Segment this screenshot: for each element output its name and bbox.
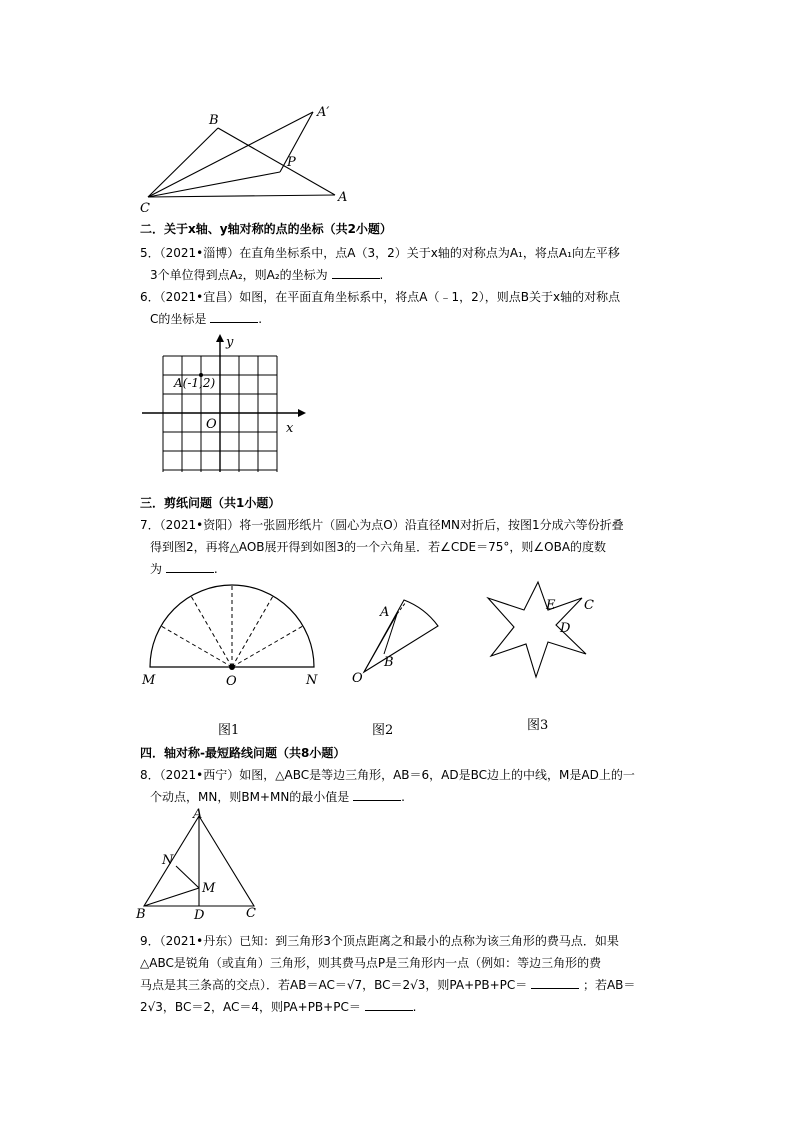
- answer-blank: [353, 788, 401, 801]
- tri-label-N: N: [162, 853, 174, 868]
- paper-figure-2: [346, 594, 446, 694]
- q8-line1: 8．（2021•西宁）如图，△ABC是等边三角形，AB＝6，AD是BC边上的中线，M是AD上的一: [140, 768, 635, 782]
- q9-line3-row: [140, 974, 700, 996]
- q9-line4: 2√3，BC＝2，AC＝4，则PA+PB+PC＝: [140, 1000, 361, 1014]
- answer-blank: [166, 560, 214, 573]
- caption-fig2: 图2: [372, 723, 394, 738]
- q5-line1: 5．（2021•淄博）在直角坐标系中，点A（3，2）关于x轴的对称点为A₁，将点A₁向左平移: [140, 246, 620, 260]
- answer-blank: [365, 998, 413, 1011]
- q6-line2-row: C的坐标是 .: [150, 312, 263, 326]
- answer-blank: [332, 266, 380, 279]
- label-A: A: [338, 190, 348, 205]
- fig3-label-D: D: [560, 621, 571, 636]
- label-B: B: [209, 113, 219, 128]
- q9-line4-row: 2√3，BC＝2，AC＝4，则PA+PB+PC＝ .: [140, 1000, 417, 1014]
- coordinate-grid-figure: [140, 332, 310, 474]
- question-6: [140, 286, 700, 330]
- tri-label-A: A: [193, 807, 203, 822]
- label-A-prime: A′: [317, 105, 330, 120]
- origin-label: O: [206, 417, 217, 432]
- x-axis-label: x: [286, 421, 294, 436]
- fig2-label-B: B: [384, 655, 394, 670]
- label-C: C: [140, 201, 150, 215]
- question-8: [140, 764, 700, 808]
- answer-blank: [531, 976, 579, 989]
- caption-fig1: 图1: [218, 723, 240, 738]
- caption-fig3: 图3: [527, 718, 549, 733]
- q8-line2-row: 个动点，MN，则BM+MN的最小值是 .: [150, 790, 405, 804]
- q8-line2: 个动点，MN，则BM+MN的最小值是: [150, 790, 350, 804]
- triangle-ABC-figure: [134, 806, 264, 922]
- fig1-label-O: O: [226, 674, 237, 689]
- paper-figure-3: [486, 580, 601, 680]
- q7-line3: 为: [150, 562, 163, 576]
- paper-figure-1: [138, 584, 328, 689]
- fig2-label-A: A: [380, 605, 390, 620]
- fig3-label-C: C: [584, 598, 594, 613]
- question-7: [140, 514, 700, 580]
- q5-line2: 3个单位得到点A₂，则A₂的坐标为: [150, 268, 328, 282]
- q5-line2-row: 3个单位得到点A₂，则A₂的坐标为 .: [150, 268, 384, 282]
- fig1-label-N: N: [306, 673, 318, 688]
- tri-label-C: C: [246, 906, 256, 921]
- q7-line1: 7．（2021•资阳）将一张圆形纸片（圆心为点O）沿直径MN对折后，按图1分成六等份折叠: [140, 518, 624, 532]
- tri-label-D: D: [194, 908, 205, 922]
- q7-line2: 得到图2，再将△AOB展开得到如图3的一个六角星．若∠CDE＝75°，则∠OBA的度数: [150, 540, 607, 554]
- q9-line3b: ；若AB＝: [582, 978, 636, 992]
- tri-label-M: M: [202, 881, 216, 896]
- q9-line3a: 马点是其三条高的交点）．若AB＝AC＝√7，BC＝2√3，则PA+PB+PC＝: [140, 978, 528, 992]
- tri-label-B: B: [136, 907, 146, 922]
- q9-line1: 9．（2021•丹东）已知：到三角形3个顶点距离之和最小的点称为该三角形的费马点．如果: [140, 934, 619, 948]
- q6-line2: C的坐标是: [150, 312, 207, 326]
- fig1-label-M: M: [142, 673, 156, 688]
- q9-line2: △ABC是锐角（或直角）三角形，则其费马点P是三角形内一点（例如：等边三角形的费: [140, 956, 602, 970]
- question-9: [140, 930, 700, 1018]
- question-5: [140, 242, 700, 286]
- section-4-title: 四．轴对称-最短路线问题（共8小题）: [140, 746, 346, 760]
- answer-blank: [210, 310, 258, 323]
- section-3-title: 三．剪纸问题（共1小题）: [140, 496, 281, 510]
- y-axis-label: y: [226, 335, 234, 350]
- q6-line1: 6．（2021•宜昌）如图，在平面直角坐标系中，将点A（﹣1，2），则点B关于x轴的对称点: [140, 290, 621, 304]
- fig2-label-O: O: [352, 671, 363, 686]
- fig3-label-E: E: [546, 598, 556, 613]
- label-P: P: [287, 155, 296, 170]
- section-2-title: 二．关于x轴、y轴对称的点的坐标（共2小题）: [140, 222, 392, 236]
- top-triangle-figure: [130, 100, 360, 215]
- q7-line3-row: 为 .: [150, 562, 218, 576]
- point-A-label: A(-1,2): [174, 376, 216, 390]
